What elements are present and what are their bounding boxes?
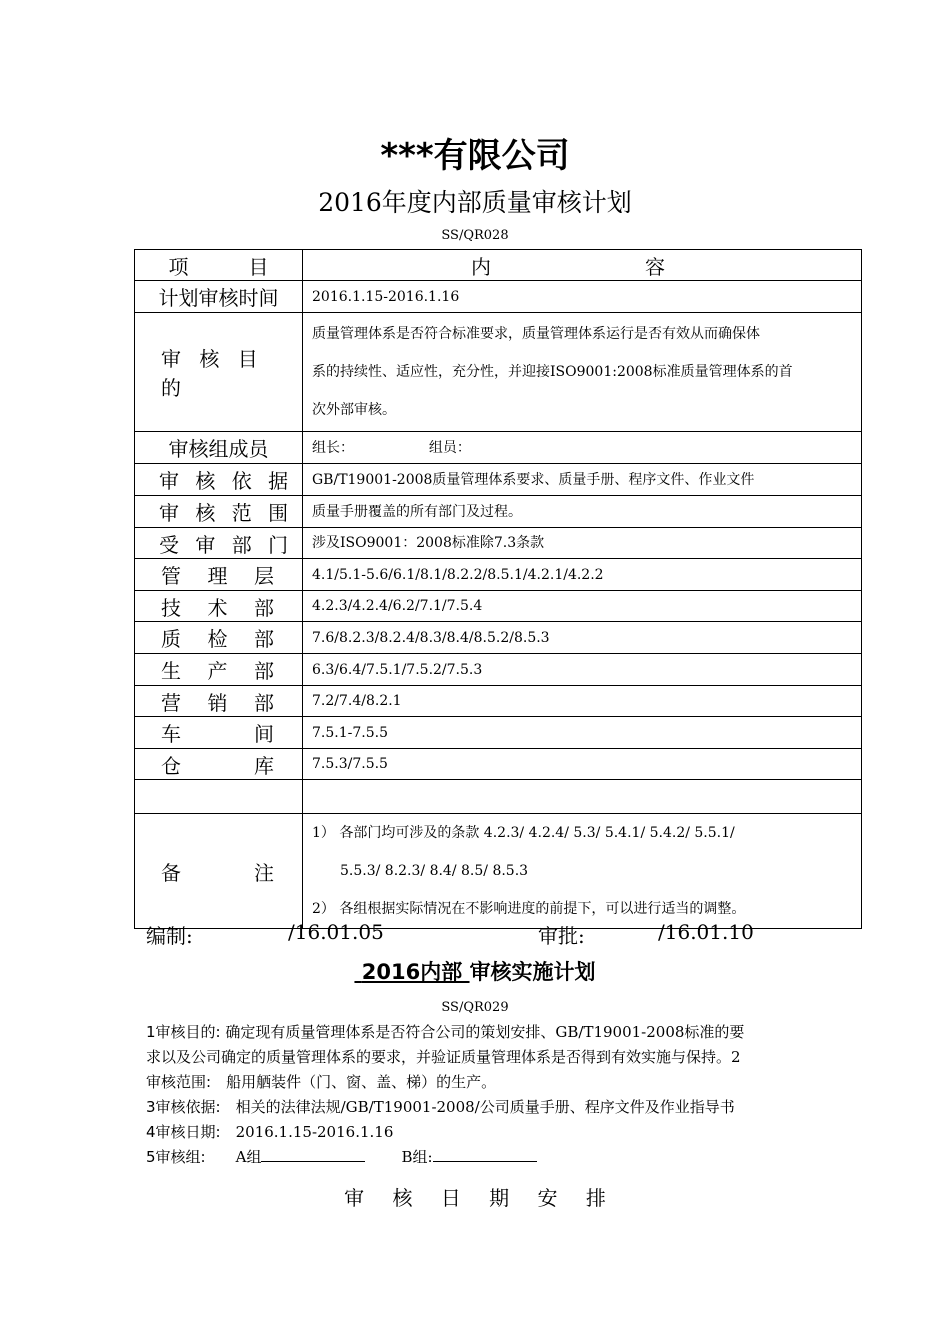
table-row xyxy=(135,281,862,313)
basis-label: 3审核依据: xyxy=(146,1098,221,1116)
table-row xyxy=(135,717,862,749)
row-value xyxy=(303,313,862,432)
schedule-title xyxy=(0,1182,950,1211)
plan-title: 2016年度内部质量审核计划 xyxy=(318,188,632,217)
dept-name-char: 检 xyxy=(207,627,228,651)
empty-row xyxy=(135,780,862,814)
basis-text: 相关的法律法规/GB/T19001-2008/公司质量手册、程序文件及作业指导书 xyxy=(220,1098,735,1116)
table-row xyxy=(135,559,862,591)
dept-name-char: 质 xyxy=(161,627,181,651)
dept-name-cell xyxy=(135,749,303,780)
notes-content xyxy=(303,814,862,929)
header-content-cell xyxy=(303,250,862,281)
dept-name-cell xyxy=(135,591,303,622)
schedule-char: 期 xyxy=(489,1186,510,1210)
dept-name-char: 部 xyxy=(254,595,274,620)
dept-clauses: 7.5.3/7.5.5 xyxy=(303,749,862,780)
row-label: 审核组成员 xyxy=(135,432,303,464)
dept-name-char: 术 xyxy=(207,595,228,620)
approved-label: 审批: xyxy=(538,924,585,948)
header-item-label: 项 目 xyxy=(168,254,269,279)
form-code: SS/QR028 xyxy=(441,228,509,243)
table-row xyxy=(135,528,862,559)
dept-name-char: 营 xyxy=(161,690,181,715)
schedule-char: 审 xyxy=(344,1186,365,1210)
purpose-line: 次外部审核。 xyxy=(312,402,396,418)
dept-name-cell xyxy=(135,622,303,654)
dept-clauses: 7.6/8.2.3/8.2.4/8.3/8.4/8.5.2/8.5.3 xyxy=(303,622,862,654)
header-item-cell xyxy=(135,250,303,281)
dept-clauses: 6.3/6.4/7.5.1/7.5.2/7.5.3 xyxy=(303,654,862,686)
group-b-label: B组: xyxy=(401,1148,433,1166)
audit-plan-table xyxy=(134,249,862,929)
date-label: 4审核日期: xyxy=(146,1123,221,1141)
table-row xyxy=(135,686,862,717)
prepared-label: 编制: xyxy=(146,924,193,948)
scope-label: 审核范围: xyxy=(146,1073,212,1091)
header-content-char: 内 xyxy=(471,254,491,279)
dept-clauses: 4.1/5.1-5.6/6.1/8.1/8.2.2/8.5.1/4.2.1/4.2.2 xyxy=(303,559,862,591)
empty-cell xyxy=(303,780,862,814)
company-name: ***有限公司 xyxy=(380,136,570,176)
date-text: 2016.1.15-2016.1.16 xyxy=(220,1123,394,1141)
table-row xyxy=(135,654,862,686)
dept-name-char: 仓 xyxy=(161,753,181,778)
form-code-2: SS/QR029 xyxy=(441,1000,509,1015)
approved-date: /16.01.10 xyxy=(658,920,754,944)
schedule-char: 日 xyxy=(440,1186,461,1210)
dept-name-char: 部 xyxy=(254,627,274,651)
table-row xyxy=(135,591,862,622)
purpose-label: 1审核目的: xyxy=(146,1023,221,1041)
row-value xyxy=(303,432,862,464)
table-row xyxy=(135,432,862,464)
purpose-text: 确定现有质量管理体系是否符合公司的策划安排、GB/T19001-2008标准的要 xyxy=(220,1023,745,1041)
empty-cell xyxy=(135,780,303,814)
dept-name-char: 间 xyxy=(254,722,274,746)
scope-text: 船用舾装件（门、窗、盖、梯）的生产。 xyxy=(211,1073,497,1091)
dept-name-char: 车 xyxy=(161,722,181,746)
row-label: 审 核 依 据 xyxy=(135,464,303,496)
purpose-text-cont: 求以及公司确定的质量管理体系的要求，并验证质量管理体系是否得到有效实施与保持。2 xyxy=(146,1048,741,1066)
row-label: 审 核 目 的 xyxy=(135,313,303,432)
title-part1: 2016内部 xyxy=(361,960,470,984)
notes-row xyxy=(135,814,862,929)
dept-clauses: 7.5.1-7.5.5 xyxy=(303,717,862,749)
group-b-blank xyxy=(433,1147,537,1162)
table-row xyxy=(135,622,862,654)
note-line: 5.5.3/ 8.2.3/ 8.4/ 8.5/ 8.5.3 xyxy=(340,863,529,879)
group-a-blank xyxy=(261,1147,365,1162)
dept-name-char: 销 xyxy=(207,690,228,715)
prepared-date: /16.01.05 xyxy=(288,920,384,944)
row-value: 质量手册覆盖的所有部门及过程。 xyxy=(303,496,862,528)
leader-label: 组长： xyxy=(312,439,354,456)
purpose-line: 质量管理体系是否符合标准要求，质量管理体系运行是否有效从而确保体 xyxy=(312,326,760,342)
group-a-label: A组 xyxy=(235,1148,262,1166)
signature-line xyxy=(146,920,846,948)
dept-name-char: 产 xyxy=(207,659,228,683)
row-label: 计划审核时间 xyxy=(135,281,303,313)
header-content-char: 容 xyxy=(645,254,665,279)
table-row xyxy=(135,464,862,496)
table-row xyxy=(135,749,862,780)
dept-name-cell xyxy=(135,686,303,717)
dept-name-char: 理 xyxy=(207,564,228,588)
title-part2: 审核实施计划 xyxy=(469,960,596,984)
notes-label-char: 备 xyxy=(161,860,181,885)
notes-label-cell xyxy=(135,814,303,929)
dept-name-char: 部 xyxy=(254,690,274,715)
group-label: 5审核组: xyxy=(146,1148,206,1166)
note-line: 1） 各部门均可涉及的条款 4.2.3/ 4.2.4/ 5.3/ 5.4.1/ 5.4.2/ 5.5.1/ xyxy=(312,825,735,841)
dept-name-cell xyxy=(135,654,303,686)
dept-clauses: 4.2.3/4.2.4/6.2/7.1/7.5.4 xyxy=(303,591,862,622)
row-value: 2016.1.15-2016.1.16 xyxy=(303,281,862,313)
row-value: GB/T19001-2008质量管理体系要求、质量手册、程序文件、作业文件 xyxy=(303,464,862,496)
schedule-char: 安 xyxy=(537,1186,558,1210)
purpose-line: 系的持续性、适应性，充分性，并迎接ISO9001:2008标准质量管理体系的首 xyxy=(312,364,793,380)
row-label: 审 核 范 围 xyxy=(135,496,303,528)
table-row xyxy=(135,496,862,528)
note-line: 2） 各组根据实际情况在不影响进度的前提下，可以进行适当的调整。 xyxy=(312,901,746,917)
dept-clauses: 7.2/7.4/8.2.1 xyxy=(303,686,862,717)
row-value: 涉及ISO9001：2008标准除7.3条款 xyxy=(303,528,862,559)
implementation-plan-title xyxy=(0,956,950,986)
dept-name-cell xyxy=(135,717,303,749)
implementation-plan-body xyxy=(146,1020,816,1170)
table-row xyxy=(135,313,862,432)
dept-name-cell xyxy=(135,559,303,591)
dept-name-char: 技 xyxy=(161,595,181,620)
dept-name-char: 层 xyxy=(254,564,274,588)
schedule-char: 排 xyxy=(585,1186,606,1210)
staff-label: 组员： xyxy=(428,439,471,456)
table-header-row xyxy=(135,250,862,281)
schedule-char: 核 xyxy=(392,1186,413,1210)
row-label: 受 审 部 门 xyxy=(135,528,303,559)
dept-name-char: 生 xyxy=(161,659,181,683)
notes-label-char: 注 xyxy=(254,860,274,885)
dept-name-char: 管 xyxy=(161,564,181,588)
dept-name-char: 部 xyxy=(254,659,274,683)
dept-name-char: 库 xyxy=(254,753,274,778)
